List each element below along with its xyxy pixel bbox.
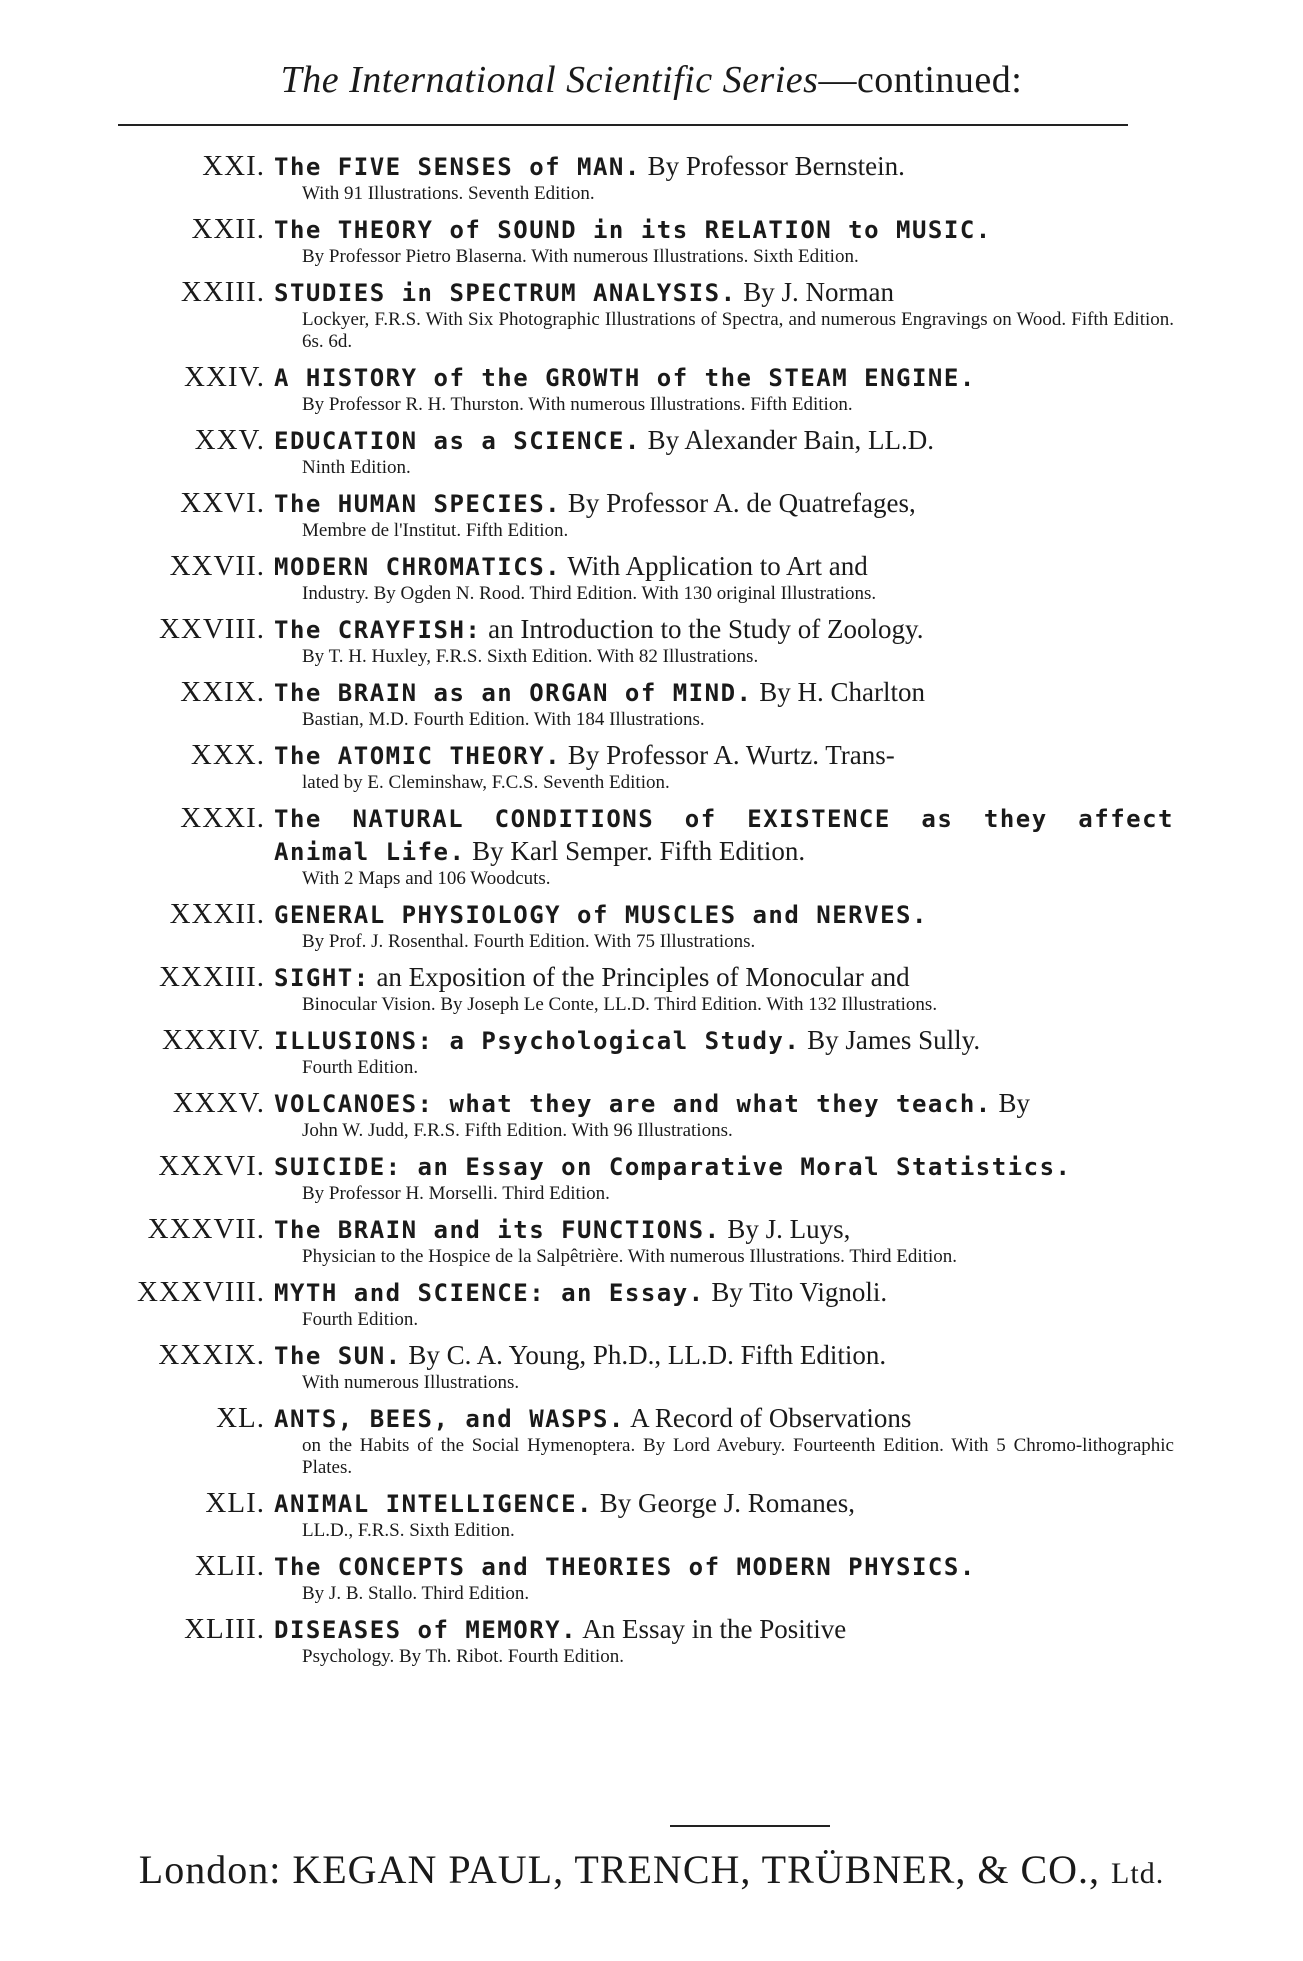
book-list [0,150,1303,1676]
volume-number: XL. [216,1402,265,1434]
entry-content [274,898,1174,953]
volume-number: XXVIII. [158,613,265,645]
entry-content [274,150,1174,205]
book-title: ANIMAL INTELLIGENCE. [274,1490,593,1518]
entry-first-line [274,961,1174,994]
volume-number: XXXI. [180,802,265,834]
volume-number: XXVI. [180,487,265,519]
book-author-line: By James Sully. [800,1025,981,1055]
book-entry [0,961,1303,1016]
book-title: SIGHT: [274,964,370,992]
book-author-line: A Record of Observations [624,1403,912,1433]
entry-first-line [274,213,1174,246]
entry-content [274,550,1174,605]
book-entry [0,802,1303,890]
book-details: Bastian, M.D. Fourth Edition. With 184 Illustrations. [302,709,705,730]
book-author-line: By Professor A. de Quatrefages, [561,488,916,518]
book-author-line: By Professor A. Wurtz. Trans- [561,740,895,770]
book-entry [0,276,1303,353]
book-entry [0,361,1303,416]
volume-number: XXX. [190,739,265,771]
book-entry [0,676,1303,731]
book-title: The BRAIN and its FUNCTIONS. [274,1216,721,1244]
entry-content [274,1550,1174,1605]
book-details: By Professor Pietro Blaserna. With numerous Illustrations. Sixth Edition. [302,246,859,267]
book-details: By T. H. Huxley, F.R.S. Sixth Edition. With 82 Illustrations. [302,646,759,667]
book-author-line: With Application to Art and [561,551,868,581]
entry-content [274,676,1174,731]
book-author-line: By [991,1088,1030,1118]
book-title: SUICIDE: an Essay on Comparative Moral Statistics. [274,1153,1072,1181]
book-entry [0,424,1303,479]
book-author-line: By Professor Bernstein. [640,151,905,181]
entry-first-line [274,802,1174,868]
series-continued: —continued: [818,59,1023,101]
book-title: The HUMAN SPECIES. [274,490,562,518]
book-title: ILLUSIONS: a Psychological Study. [274,1027,801,1055]
book-author-line: By J. Norman [736,277,895,307]
entry-content [274,1024,1174,1079]
header-rule [118,124,1128,126]
book-details: By Professor H. Morselli. Third Edition. [302,1183,610,1204]
entry-first-line [274,424,1174,457]
entry-first-line [274,1487,1174,1520]
book-title: The SUN. [274,1342,402,1370]
entry-first-line [274,1613,1174,1646]
book-author-line: By J. Luys, [720,1214,851,1244]
book-details: By J. B. Stallo. Third Edition. [302,1583,530,1604]
entry-first-line [274,1402,1174,1435]
entry-content [274,1402,1174,1479]
volume-number: XXXV. [172,1087,265,1119]
book-title: The THEORY of SOUND in its RELATION to MUSIC. [274,216,992,244]
entry-content [274,487,1174,542]
entry-content [274,1276,1174,1331]
book-entry [0,1339,1303,1394]
book-title: The FIVE SENSES of MAN. [274,153,641,181]
book-author-line: By Tito Vignoli. [704,1277,888,1307]
book-entry [0,550,1303,605]
volume-number: XLI. [205,1487,265,1519]
entry-first-line [274,1087,1174,1120]
book-details: Ninth Edition. [302,457,411,478]
entry-first-line [274,1150,1174,1183]
entry-first-line [274,1339,1174,1372]
entry-content [274,613,1174,668]
book-author-line: By George J. Romanes, [592,1488,855,1518]
book-details: on the Habits of the Social Hymenoptera. By Lord Avebury. Fourteenth Edition. With 5 Chromo-lithographic Plates. [302,1435,1174,1478]
entry-content [274,1087,1174,1142]
book-entry [0,1613,1303,1668]
entry-content [274,1339,1174,1394]
book-title: MYTH and SCIENCE: an Essay. [274,1279,705,1307]
entry-first-line [274,487,1174,520]
book-details: Physician to the Hospice de la Salpêtrière. With numerous Illustrations. Third Edition. [302,1246,957,1267]
entry-content [274,276,1174,353]
volume-number: XXVII. [169,550,265,582]
book-title: The CRAYFISH: [274,616,482,644]
book-details: LL.D., F.R.S. Sixth Edition. [302,1520,515,1541]
entry-content [274,739,1174,794]
volume-number: XXXIX. [158,1339,265,1371]
volume-number: XXII. [191,213,265,245]
entry-first-line [274,361,1174,394]
book-author-line: an Exposition of the Principles of Monocular and [369,962,910,992]
book-entry [0,1487,1303,1542]
book-author-line: By Alexander Bain, LL.D. [640,425,935,455]
book-details: By Professor R. H. Thurston. With numerous Illustrations. Fifth Edition. [302,394,853,415]
book-author-line: By H. Charlton [752,677,925,707]
volume-number: XXXIII. [158,961,265,993]
book-entry [0,613,1303,668]
entry-content [274,213,1174,268]
entry-first-line [274,276,1174,309]
book-details: Fourth Edition. [302,1309,419,1330]
book-entry [0,1402,1303,1479]
book-title: The BRAIN as an ORGAN of MIND. [274,679,753,707]
book-details: Industry. By Ogden N. Rood. Third Edition. With 130 original Illustrations. [302,583,877,604]
volume-number: XXI. [202,150,265,182]
entry-content [274,424,1174,479]
book-title: STUDIES in SPECTRUM ANALYSIS. [274,279,737,307]
book-title: A HISTORY of the GROWTH of the STEAM ENGINE. [274,364,976,392]
book-details: Membre de l'Institut. Fifth Edition. [302,520,569,541]
entry-first-line [274,1024,1174,1057]
book-entry [0,1213,1303,1268]
book-details: Fourth Edition. [302,1057,419,1078]
book-details: With 2 Maps and 106 Woodcuts. [302,868,551,889]
entry-first-line [274,1213,1174,1246]
entry-first-line [274,1276,1174,1309]
volume-number: XXXIV. [162,1024,265,1056]
book-entry [0,898,1303,953]
entry-content [274,961,1174,1016]
book-entry [0,213,1303,268]
book-title: MODERN CHROMATICS. [274,553,562,581]
entry-content [274,1613,1174,1668]
entry-first-line [274,550,1174,583]
book-title: ANTS, BEES, and WASPS. [274,1405,625,1433]
book-entry [0,1276,1303,1331]
entry-content [274,802,1174,890]
book-entry [0,1087,1303,1142]
book-author-line: By C. A. Young, Ph.D., LL.D. Fifth Edition. [401,1340,887,1370]
volume-number: XXIV. [184,361,265,393]
entry-content [274,1487,1174,1542]
footer-rule [670,1825,830,1827]
volume-number: XXXVIII. [137,1276,265,1308]
book-details: Psychology. By Th. Ribot. Fourth Edition. [302,1646,624,1667]
book-title: DISEASES of MEMORY. [274,1616,578,1644]
volume-number: XXV. [194,424,265,456]
book-entry [0,1150,1303,1205]
book-details: lated by E. Cleminshaw, F.C.S. Seventh Edition. [302,772,670,793]
entry-first-line [274,739,1174,772]
entry-content [274,1213,1174,1268]
book-details: With numerous Illustrations. [302,1372,520,1393]
book-title: The NATURAL CONDITIONS of EXISTENCE as they affect Animal Life. [274,805,1174,866]
book-title: EDUCATION as a SCIENCE. [274,427,641,455]
volume-number: XXIX. [180,676,265,708]
volume-number: XLIII. [184,1613,265,1645]
entry-first-line [274,1550,1174,1583]
book-author-line: An Essay in the Positive [577,1614,847,1644]
book-entry [0,487,1303,542]
book-title: The CONCEPTS and THEORIES of MODERN PHYSICS. [274,1553,976,1581]
imprint-city: London: [138,1847,293,1892]
entry-content [274,361,1174,416]
volume-number: XXIII. [180,276,265,308]
book-author-line: an Introduction to the Study of Zoology. [481,614,924,644]
book-details: John W. Judd, F.R.S. Fifth Edition. With 96 Illustrations. [302,1120,733,1141]
book-details: Lockyer, F.R.S. With Six Photographic Illustrations of Spectra, and numerous Engravings on Wood. Fifth Edition. 6s. 6d. [302,309,1174,352]
entry-first-line [274,150,1174,183]
book-author-line: By Karl Semper. Fifth Edition. [465,836,806,866]
publisher-imprint [0,1846,1303,1893]
entry-first-line [274,676,1174,709]
volume-number: XXXII. [169,898,265,930]
book-entry [0,150,1303,205]
volume-number: XXXVII. [147,1213,265,1245]
imprint-publisher: KEGAN PAUL, TRENCH, TRÜBNER, & CO., [292,1847,1112,1892]
page-header [0,58,1303,102]
entry-first-line [274,898,1174,931]
volume-number: XLII. [194,1550,265,1582]
imprint-ltd: Ltd. [1111,1857,1165,1890]
book-title: The ATOMIC THEORY. [274,742,562,770]
volume-number: XXXVI. [158,1150,265,1182]
book-entry [0,1024,1303,1079]
book-entry [0,1550,1303,1605]
book-title: GENERAL PHYSIOLOGY of MUSCLES and NERVES. [274,901,928,929]
book-entry [0,739,1303,794]
entry-first-line [274,613,1174,646]
entry-content [274,1150,1174,1205]
book-details: Binocular Vision. By Joseph Le Conte, LL.D. Third Edition. With 132 Illustrations. [302,994,938,1015]
book-title: VOLCANOES: what they are and what they teach. [274,1090,992,1118]
book-details: By Prof. J. Rosenthal. Fourth Edition. With 75 Illustrations. [302,931,756,952]
book-details: With 91 Illustrations. Seventh Edition. [302,183,595,204]
series-title: The International Scientific Series [280,59,819,101]
